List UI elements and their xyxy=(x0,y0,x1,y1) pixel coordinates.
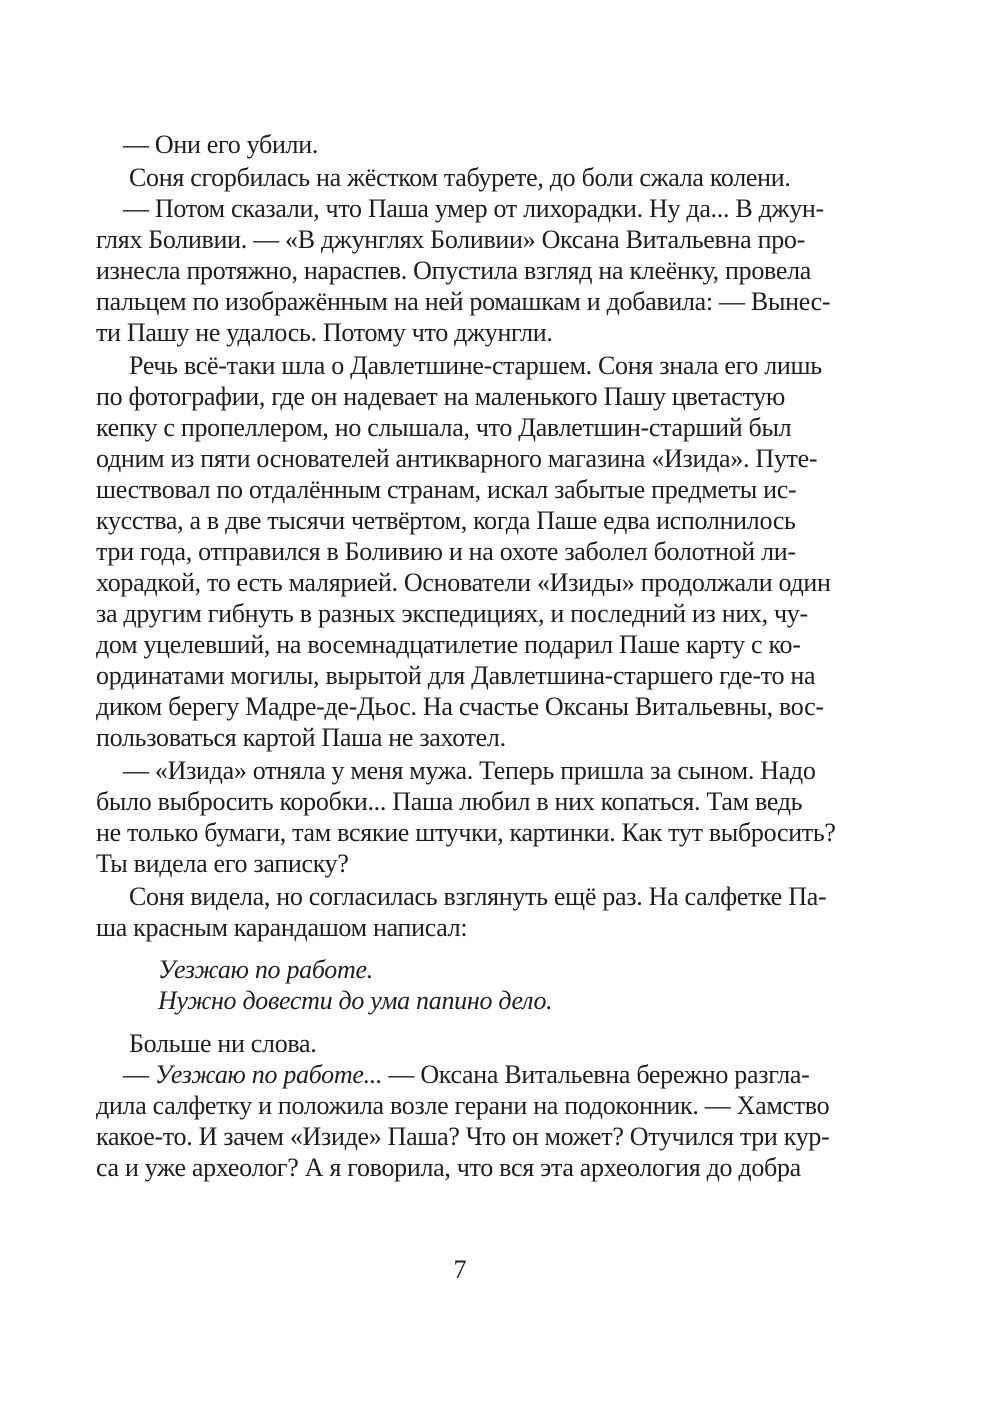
text-line: кусства, а в две тысячи четвёртом, когда Паше едва исполнилось xyxy=(96,506,796,535)
text-line: кепку с пропеллером, но слышала, что Давлетшин-старший был xyxy=(96,413,792,442)
text-line: — «Изида» отняла у меня мужа. Теперь пришла за сыном. Надо xyxy=(123,756,816,785)
text-line: изнесла протяжно, нараспев. Опустила взгляд на клеёнку, провела xyxy=(96,256,812,285)
text-line: ша красным карандашом написал: xyxy=(96,913,468,942)
text-line: ти Пашу не удалось. Потому что джунгли. xyxy=(96,318,553,347)
text-line: по фотографии, где он надевает на маленького Пашу цветастую xyxy=(96,382,785,411)
text-line: — Потом сказали, что Паша умер от лихорадки. Ну да... В джун- xyxy=(123,194,824,223)
text-line: глях Боливии. — «В джунглях Боливии» Оксана Витальевна про- xyxy=(96,225,805,254)
text-line: дила салфетку и положила возле герани на подоконник. — Хамство xyxy=(96,1091,830,1120)
text-line: одним из пяти основателей антикварного магазина «Изида». Путе- xyxy=(96,444,818,473)
text-line: Соня сгорбилась на жёстком табурете, до боли сжала колени. xyxy=(129,163,791,192)
line-rest: — Оксана Витальевна бережно разгла- xyxy=(382,1060,810,1089)
text-line: не только бумаги, там всякие штучки, картинки. Как тут выбросить? xyxy=(96,818,836,847)
text-line: — Они его убили. xyxy=(123,130,319,159)
italic-quote: Уезжаю по работе... xyxy=(154,1060,383,1089)
text-line: три года, отправился в Боливию и на охоте заболел болотной ли- xyxy=(96,537,796,566)
text-line: пальцем по изображённым на ней ромашкам и добавила: — Вынес- xyxy=(96,287,831,316)
dash: — xyxy=(123,1060,155,1089)
text-line: Больше ни слова. xyxy=(129,1029,317,1058)
text-line: хорадкой, то есть малярией. Основатели «Изиды» продолжали один xyxy=(96,568,831,597)
text-line: диком берегу Мадре-де-Дьос. На счастье Оксаны Витальевны, вос- xyxy=(96,692,824,721)
text-line: Ты видела его записку? xyxy=(96,849,349,878)
text-line: ординатами могилы, вырытой для Давлетшина-старшего где-то на xyxy=(96,661,816,690)
page-number: 7 xyxy=(453,1255,467,1284)
text-line: Речь всё-таки шла о Давлетшине-старшем. Соня знала его лишь xyxy=(129,351,822,380)
text-line: пользоваться картой Паша не захотел. xyxy=(96,723,506,752)
text-line: Соня видела, но согласилась взглянуть ещё раз. На салфетке Па- xyxy=(129,882,827,911)
text-line: за другим гибнуть в разных экспедициях, и последний из них, чу- xyxy=(96,599,808,628)
note-line: Уезжаю по работе. xyxy=(158,955,373,984)
text-line: было выбросить коробки... Паша любил в них копаться. Там ведь xyxy=(96,787,803,816)
text-line: шествовал по отдалённым странам, искал забытые предметы ис- xyxy=(96,475,797,504)
text-line: са и уже археолог? А я говорила, что вся эта археология до добра xyxy=(96,1153,801,1182)
note-line: Нужно довести до ума папино дело. xyxy=(158,986,553,1015)
text-line: какое-то. И зачем «Изиде» Паша? Что он может? Отучился три кур- xyxy=(96,1122,830,1151)
text-line: дом уцелевший, на восемнадцатилетие подарил Паше карту с ко- xyxy=(96,630,801,659)
text-line-mixed xyxy=(123,1060,810,1090)
